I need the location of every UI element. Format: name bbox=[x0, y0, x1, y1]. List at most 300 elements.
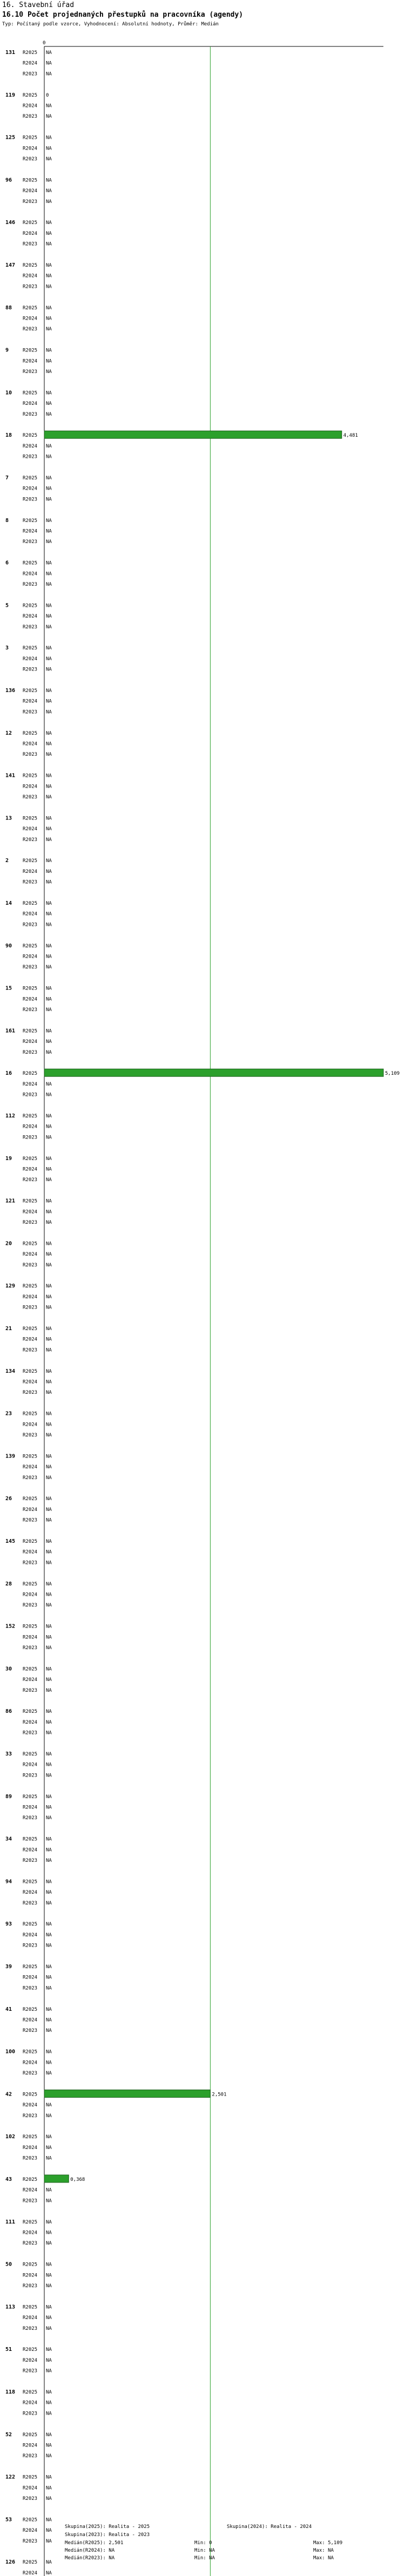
series-label: R2023 bbox=[23, 2326, 38, 2331]
group-label: 145 bbox=[5, 1538, 16, 1544]
series-label: R2023 bbox=[23, 1943, 38, 1949]
group-label: 90 bbox=[5, 943, 12, 949]
series-label: R2023 bbox=[23, 1517, 38, 1523]
value-label: NA bbox=[46, 146, 52, 152]
value-label: NA bbox=[46, 773, 52, 779]
value-label: NA bbox=[46, 624, 52, 630]
group-label: 23 bbox=[5, 1411, 12, 1417]
value-label: NA bbox=[46, 1549, 52, 1555]
value-label: NA bbox=[46, 603, 52, 609]
value-label: NA bbox=[46, 1539, 52, 1544]
series-label: R2023 bbox=[23, 2283, 38, 2289]
series-label: R2024 bbox=[23, 358, 38, 364]
series-label: R2023 bbox=[23, 667, 38, 673]
value-label: NA bbox=[46, 1847, 52, 1853]
value-label: NA bbox=[46, 1985, 52, 1991]
series-label: R2025 bbox=[23, 2092, 38, 2098]
series-label: R2023 bbox=[23, 1985, 38, 1991]
value-label: NA bbox=[46, 241, 52, 247]
series-label: R2024 bbox=[23, 1762, 38, 1768]
group-label: 12 bbox=[5, 730, 12, 736]
value-label: NA bbox=[46, 1305, 52, 1311]
series-label: R2025 bbox=[23, 646, 38, 652]
value-label: NA bbox=[46, 2453, 52, 2459]
value-label: NA bbox=[46, 1167, 52, 1172]
value-label: NA bbox=[46, 2262, 52, 2268]
value-label: NA bbox=[46, 1496, 52, 1502]
series-label: R2024 bbox=[23, 656, 38, 662]
group-label: 51 bbox=[5, 2347, 12, 2353]
group-label: 119 bbox=[5, 92, 16, 98]
series-label: R2024 bbox=[23, 1805, 38, 1811]
value-label: NA bbox=[46, 539, 52, 545]
series-label: R2025 bbox=[23, 773, 38, 779]
value-label: NA bbox=[46, 103, 52, 109]
value-label: NA bbox=[46, 2283, 52, 2289]
series-label: R2025 bbox=[23, 1241, 38, 1247]
value-label: NA bbox=[46, 571, 52, 577]
value-label: NA bbox=[46, 390, 52, 396]
value-label: NA bbox=[46, 1975, 52, 1981]
value-label: NA bbox=[46, 2528, 52, 2534]
group-label: 30 bbox=[5, 1666, 12, 1672]
value-label: NA bbox=[46, 401, 52, 407]
series-label: R2024 bbox=[23, 1294, 38, 1300]
legend-median-2025: Medián(R2025): 2,501 bbox=[65, 2540, 124, 2546]
series-label: R2025 bbox=[23, 1709, 38, 1715]
series-label: R2024 bbox=[23, 2400, 38, 2406]
value-label: NA bbox=[46, 2049, 52, 2055]
value-label: NA bbox=[46, 411, 52, 417]
value-label: NA bbox=[46, 922, 52, 928]
value-label: NA bbox=[46, 2368, 52, 2374]
series-label: R2025 bbox=[23, 1922, 38, 1928]
series-label: R2024 bbox=[23, 1592, 38, 1598]
series-label: R2025 bbox=[23, 730, 38, 736]
series-label: R2023 bbox=[23, 1262, 38, 1268]
group-label: 3 bbox=[5, 645, 9, 652]
series-label: R2024 bbox=[23, 316, 38, 322]
value-label: NA bbox=[46, 1932, 52, 1938]
value-label: NA bbox=[46, 2538, 52, 2544]
value-label: NA bbox=[46, 1411, 52, 1417]
value-label: NA bbox=[46, 560, 52, 566]
value-label: NA bbox=[46, 582, 52, 587]
series-label: R2025 bbox=[23, 1539, 38, 1544]
series-label: R2025 bbox=[23, 1964, 38, 1970]
legend-group-2023: Skupina(2023): Realita - 2023 bbox=[65, 2532, 150, 2538]
legend-min-2024: Min: NA bbox=[194, 2548, 215, 2553]
series-label: R2025 bbox=[23, 1114, 38, 1119]
value-label: NA bbox=[46, 1709, 52, 1715]
series-label: R2025 bbox=[23, 2347, 38, 2353]
group-label: 21 bbox=[5, 1326, 12, 1332]
indicator-subtitle: Typ: Počítaný podle vzorce, Vyhodnocení: Absolutní hodnoty, Průměr: Medián bbox=[2, 22, 219, 27]
value-label: NA bbox=[46, 699, 52, 704]
group-label: 126 bbox=[5, 2559, 16, 2566]
value-label: NA bbox=[46, 826, 52, 832]
value-label: NA bbox=[46, 476, 52, 481]
value-label: NA bbox=[46, 1454, 52, 1460]
value-label: NA bbox=[46, 454, 52, 460]
value-label: NA bbox=[46, 943, 52, 949]
group-label: 18 bbox=[5, 432, 12, 439]
value-label: NA bbox=[46, 688, 52, 694]
series-label: R2023 bbox=[23, 2496, 38, 2502]
series-label: R2025 bbox=[23, 1752, 38, 1757]
series-label: R2025 bbox=[23, 348, 38, 354]
value-label: NA bbox=[46, 273, 52, 279]
series-label: R2025 bbox=[23, 1581, 38, 1587]
value-label: NA bbox=[46, 1730, 52, 1736]
value-label: NA bbox=[46, 2560, 52, 2566]
series-label: R2025 bbox=[23, 1624, 38, 1630]
series-label: R2023 bbox=[23, 2155, 38, 2161]
series-label: R2025 bbox=[23, 560, 38, 566]
value-label: NA bbox=[46, 1603, 52, 1609]
value-label: NA bbox=[46, 1943, 52, 1949]
series-label: R2023 bbox=[23, 369, 38, 375]
value-label: NA bbox=[46, 858, 52, 864]
series-label: R2024 bbox=[23, 1124, 38, 1130]
series-label: R2024 bbox=[23, 1252, 38, 1258]
series-label: R2024 bbox=[23, 614, 38, 620]
value-label: NA bbox=[46, 869, 52, 875]
series-label: R2024 bbox=[23, 103, 38, 109]
series-label: R2024 bbox=[23, 1209, 38, 1215]
group-label: 8 bbox=[5, 517, 9, 524]
value-label: NA bbox=[46, 2390, 52, 2395]
value-label: NA bbox=[46, 518, 52, 524]
value-label: NA bbox=[46, 1635, 52, 1640]
value-label: NA bbox=[46, 358, 52, 364]
value-label: NA bbox=[46, 1815, 52, 1821]
group-label: 6 bbox=[5, 560, 9, 566]
series-label: R2023 bbox=[23, 411, 38, 417]
series-label: R2023 bbox=[23, 497, 38, 503]
group-label: 28 bbox=[5, 1581, 12, 1587]
legend-group-2024: Skupina(2024): Realita - 2024 bbox=[227, 2524, 312, 2530]
value-label: NA bbox=[46, 1890, 52, 1896]
series-label: R2025 bbox=[23, 1326, 38, 1332]
group-label: 112 bbox=[5, 1113, 16, 1119]
value-label: NA bbox=[46, 784, 52, 790]
series-label: R2023 bbox=[23, 1390, 38, 1396]
value-label: NA bbox=[46, 178, 52, 184]
series-label: R2024 bbox=[23, 1507, 38, 1513]
series-label: R2025 bbox=[23, 518, 38, 524]
series-label: R2024 bbox=[23, 1677, 38, 1683]
value-label: NA bbox=[46, 157, 52, 162]
value-label: NA bbox=[46, 1379, 52, 1385]
series-label: R2025 bbox=[23, 2177, 38, 2182]
series-label: R2024 bbox=[23, 486, 38, 492]
value-label: NA bbox=[46, 2357, 52, 2363]
series-label: R2023 bbox=[23, 922, 38, 928]
series-label: R2024 bbox=[23, 571, 38, 577]
value-label: NA bbox=[46, 965, 52, 971]
series-label: R2024 bbox=[23, 2357, 38, 2363]
value-label: NA bbox=[46, 2485, 52, 2491]
value-label: NA bbox=[46, 879, 52, 885]
series-label: R2025 bbox=[23, 220, 38, 226]
group-label: 134 bbox=[5, 1368, 16, 1374]
series-label: R2023 bbox=[23, 2071, 38, 2076]
value-label: NA bbox=[46, 220, 52, 226]
value-label: NA bbox=[46, 71, 52, 77]
value-label: NA bbox=[46, 667, 52, 673]
series-label: R2023 bbox=[23, 1900, 38, 1906]
series-label: R2024 bbox=[23, 2273, 38, 2279]
value-label: NA bbox=[46, 2187, 52, 2193]
series-label: R2024 bbox=[23, 2017, 38, 2023]
value-label: NA bbox=[46, 1198, 52, 1204]
x-axis-zero-label: 0 bbox=[43, 40, 46, 46]
series-label: R2024 bbox=[23, 60, 38, 66]
series-label: R2024 bbox=[23, 1081, 38, 1087]
series-label: R2023 bbox=[23, 2028, 38, 2034]
series-label: R2025 bbox=[23, 178, 38, 184]
value-label: NA bbox=[46, 1517, 52, 1523]
value-label: NA bbox=[46, 1220, 52, 1225]
series-label: R2024 bbox=[23, 1167, 38, 1172]
value-label: NA bbox=[46, 1719, 52, 1725]
value-label: NA bbox=[46, 1794, 52, 1800]
value-label: NA bbox=[46, 1900, 52, 1906]
value-label: NA bbox=[46, 1773, 52, 1779]
group-label: 26 bbox=[5, 1496, 12, 1502]
series-label: R2025 bbox=[23, 1879, 38, 1885]
group-label: 20 bbox=[5, 1240, 12, 1247]
legend-min-2023: Min: NA bbox=[194, 2555, 215, 2561]
value-label: NA bbox=[46, 1294, 52, 1300]
value-label: NA bbox=[46, 327, 52, 333]
group-label: 86 bbox=[5, 1709, 12, 1715]
group-label: 13 bbox=[5, 815, 12, 822]
value-label: NA bbox=[46, 1964, 52, 1970]
group-label: 161 bbox=[5, 1028, 16, 1034]
value-label: NA bbox=[46, 901, 52, 906]
series-label: R2024 bbox=[23, 146, 38, 152]
value-label: NA bbox=[46, 954, 52, 960]
series-label: R2023 bbox=[23, 2241, 38, 2247]
value-label: NA bbox=[46, 1007, 52, 1013]
value-label: NA bbox=[46, 1752, 52, 1757]
group-label: 53 bbox=[5, 2517, 12, 2523]
group-label: 42 bbox=[5, 2091, 12, 2098]
series-label: R2024 bbox=[23, 443, 38, 449]
value-label: NA bbox=[46, 2347, 52, 2353]
value-label: NA bbox=[46, 2155, 52, 2161]
series-label: R2023 bbox=[23, 2538, 38, 2544]
group-label: 102 bbox=[5, 2134, 16, 2140]
value-label: NA bbox=[46, 316, 52, 322]
series-label: R2024 bbox=[23, 1975, 38, 1981]
value-label: NA bbox=[46, 1836, 52, 1842]
value-label: NA bbox=[46, 199, 52, 205]
legend-max-2025: Max: 5,109 bbox=[313, 2540, 343, 2546]
series-label: R2023 bbox=[23, 539, 38, 545]
group-label: 9 bbox=[5, 347, 9, 354]
series-label: R2024 bbox=[23, 2187, 38, 2193]
series-label: R2024 bbox=[23, 1465, 38, 1470]
value-label: NA bbox=[46, 752, 52, 758]
indicator-title: 16.10 Počet projednaných přestupků na pracovníka (agendy) bbox=[2, 11, 244, 19]
series-label: R2023 bbox=[23, 157, 38, 162]
series-label: R2024 bbox=[23, 2528, 38, 2534]
series-label: R2023 bbox=[23, 1645, 38, 1651]
series-label: R2023 bbox=[23, 2198, 38, 2204]
value-label: NA bbox=[46, 2006, 52, 2012]
series-label: R2024 bbox=[23, 231, 38, 236]
series-label: R2024 bbox=[23, 1847, 38, 1853]
value-label: NA bbox=[46, 443, 52, 449]
value-label: NA bbox=[46, 1347, 52, 1353]
value-label: NA bbox=[46, 646, 52, 652]
value-label: NA bbox=[46, 2113, 52, 2119]
value-label: NA bbox=[46, 1475, 52, 1481]
series-label: R2025 bbox=[23, 135, 38, 141]
value-label: NA bbox=[46, 1114, 52, 1119]
series-label: R2024 bbox=[23, 2485, 38, 2491]
value-label: NA bbox=[46, 2443, 52, 2449]
value-label: NA bbox=[46, 1252, 52, 1258]
value-label: NA bbox=[46, 2028, 52, 2034]
value-label: NA bbox=[46, 1465, 52, 1470]
series-label: R2023 bbox=[23, 1049, 38, 1055]
value-label: NA bbox=[46, 1666, 52, 1672]
value-label: NA bbox=[46, 1805, 52, 1811]
value-label: NA bbox=[46, 2103, 52, 2109]
legend-min-2025: Min: 0 bbox=[194, 2540, 212, 2546]
series-label: R2025 bbox=[23, 858, 38, 864]
series-label: R2023 bbox=[23, 284, 38, 290]
value-label: NA bbox=[46, 2517, 52, 2523]
series-label: R2025 bbox=[23, 2304, 38, 2310]
value-label: NA bbox=[46, 497, 52, 503]
legend-max-2024: Max: NA bbox=[313, 2548, 334, 2553]
series-label: R2025 bbox=[23, 1411, 38, 1417]
series-label: R2024 bbox=[23, 2315, 38, 2321]
value-label: NA bbox=[46, 2241, 52, 2247]
group-label: 33 bbox=[5, 1751, 12, 1757]
value-label: NA bbox=[46, 2315, 52, 2321]
series-label: R2025 bbox=[23, 2049, 38, 2055]
series-label: R2023 bbox=[23, 1475, 38, 1481]
value-label: NA bbox=[46, 1422, 52, 1428]
series-label: R2025 bbox=[23, 2390, 38, 2395]
series-label: R2023 bbox=[23, 1135, 38, 1141]
series-label: R2025 bbox=[23, 943, 38, 949]
series-label: R2024 bbox=[23, 911, 38, 917]
series-label: R2023 bbox=[23, 327, 38, 333]
series-label: R2023 bbox=[23, 582, 38, 587]
value-label: NA bbox=[46, 2273, 52, 2279]
value-label: NA bbox=[46, 2304, 52, 2310]
group-label: 39 bbox=[5, 1964, 12, 1970]
value-label: NA bbox=[46, 1209, 52, 1215]
value-label: NA bbox=[46, 348, 52, 354]
series-label: R2025 bbox=[23, 1794, 38, 1800]
series-label: R2024 bbox=[23, 1890, 38, 1896]
series-label: R2024 bbox=[23, 784, 38, 790]
group-label: 121 bbox=[5, 1198, 16, 1204]
series-label: R2025 bbox=[23, 2432, 38, 2438]
series-label: R2023 bbox=[23, 837, 38, 843]
series-label: R2023 bbox=[23, 1560, 38, 1566]
group-label: 88 bbox=[5, 304, 12, 311]
series-label: R2023 bbox=[23, 1007, 38, 1013]
bar bbox=[44, 2175, 69, 2182]
series-label: R2023 bbox=[23, 1603, 38, 1609]
series-label: R2025 bbox=[23, 305, 38, 311]
value-label: NA bbox=[46, 2145, 52, 2151]
series-label: R2023 bbox=[23, 1433, 38, 1438]
group-label: 7 bbox=[5, 475, 9, 481]
group-label: 52 bbox=[5, 2431, 12, 2438]
value-label: 5,109 bbox=[385, 1071, 400, 1077]
value-label: NA bbox=[46, 1049, 52, 1055]
value-label: NA bbox=[46, 730, 52, 736]
value-label: NA bbox=[46, 1241, 52, 1247]
legend-group-2025: Skupina(2025): Realita - 2025 bbox=[65, 2524, 150, 2530]
value-label: NA bbox=[46, 614, 52, 620]
series-label: R2025 bbox=[23, 1198, 38, 1204]
value-label: NA bbox=[46, 1092, 52, 1098]
group-label: 2 bbox=[5, 858, 9, 864]
series-label: R2025 bbox=[23, 2517, 38, 2523]
value-label: NA bbox=[46, 135, 52, 141]
bar bbox=[44, 1069, 383, 1076]
group-label: 122 bbox=[5, 2474, 16, 2480]
value-label: NA bbox=[46, 1081, 52, 1087]
group-label: 152 bbox=[5, 1623, 16, 1630]
value-label: NA bbox=[46, 1028, 52, 1034]
series-label: R2025 bbox=[23, 1284, 38, 1290]
value-label: NA bbox=[46, 114, 52, 120]
series-label: R2023 bbox=[23, 199, 38, 205]
series-label: R2024 bbox=[23, 2145, 38, 2151]
series-label: R2024 bbox=[23, 741, 38, 747]
series-label: R2024 bbox=[23, 1719, 38, 1725]
series-label: R2025 bbox=[23, 1496, 38, 1502]
value-label: NA bbox=[46, 263, 52, 268]
group-label: 136 bbox=[5, 688, 16, 694]
series-label: R2023 bbox=[23, 2113, 38, 2119]
series-label: R2023 bbox=[23, 71, 38, 77]
series-label: R2025 bbox=[23, 390, 38, 396]
value-label: NA bbox=[46, 2017, 52, 2023]
group-label: 14 bbox=[5, 900, 12, 906]
series-label: R2023 bbox=[23, 241, 38, 247]
group-label: 19 bbox=[5, 1155, 12, 1162]
series-label: R2024 bbox=[23, 1635, 38, 1640]
series-label: R2023 bbox=[23, 1773, 38, 1779]
series-label: R2023 bbox=[23, 965, 38, 971]
value-label: NA bbox=[46, 2411, 52, 2417]
series-label: R2023 bbox=[23, 1220, 38, 1225]
group-label: 34 bbox=[5, 1836, 12, 1842]
group-label: 41 bbox=[5, 2006, 12, 2012]
series-label: R2024 bbox=[23, 2103, 38, 2109]
value-label: NA bbox=[46, 305, 52, 311]
group-label: 113 bbox=[5, 2304, 16, 2310]
series-label: R2023 bbox=[23, 1858, 38, 1863]
value-label: 0 bbox=[46, 92, 49, 98]
series-label: R2023 bbox=[23, 1347, 38, 1353]
value-label: NA bbox=[46, 741, 52, 747]
series-label: R2024 bbox=[23, 1422, 38, 1428]
